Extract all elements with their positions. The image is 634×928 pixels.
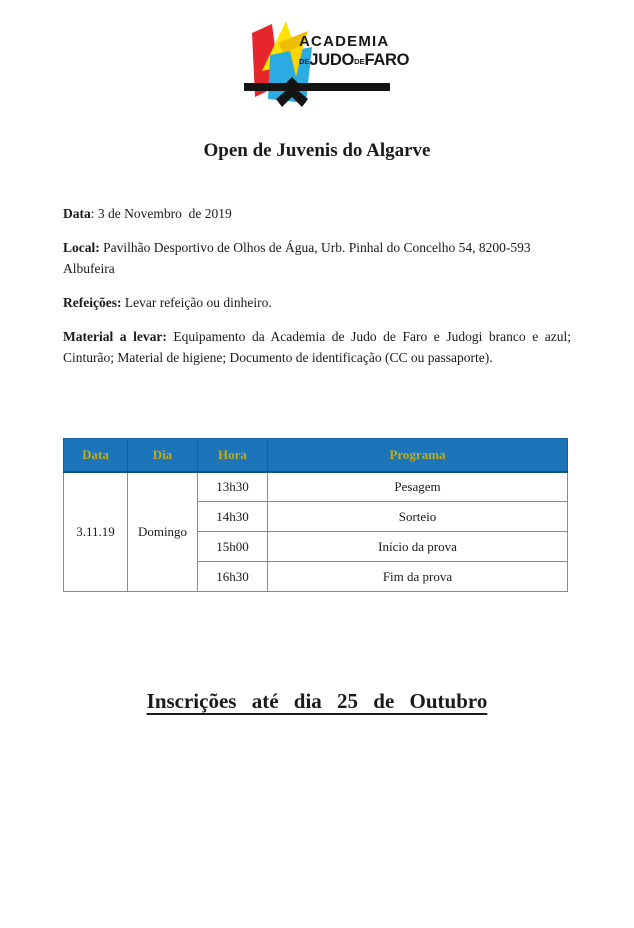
label-material: Material a levar: <box>63 329 167 344</box>
cell-programa: Início da prova <box>268 532 568 562</box>
cell-date: 3.11.19 <box>64 472 128 592</box>
cell-day: Domingo <box>128 472 198 592</box>
label-data: Data <box>63 206 91 221</box>
cell-hora: 14h30 <box>198 502 268 532</box>
logo-academia-judo-faro <box>242 21 410 113</box>
cell-programa: Pesagem <box>268 472 568 502</box>
cell-programa: Sorteio <box>268 502 568 532</box>
logo-text-judo-de-faro <box>299 51 410 69</box>
cell-programa: Fim da prova <box>268 562 568 592</box>
schedule-table <box>63 438 568 592</box>
belt-bar-icon <box>244 83 390 91</box>
text-refeicoes: Levar refeição ou dinheiro. <box>121 295 272 310</box>
cell-hora: 15h00 <box>198 532 268 562</box>
header-programa: Programa <box>268 439 568 472</box>
header-data: Data <box>64 439 128 472</box>
logo-text <box>299 33 410 69</box>
paragraph-local <box>63 237 571 279</box>
page-title: Open de Juvenis do Algarve <box>203 140 431 161</box>
cell-hora: 13h30 <box>198 472 268 502</box>
flyer-page <box>0 21 634 928</box>
text-data: : 3 de Novembro de 2019 <box>90 206 232 221</box>
text-material: Equipamento da Academia de Judo de Faro e Judogi branco e azul; Cinturão; Material de higiene; Documento de identificação (CC ou passaporte). <box>63 329 575 365</box>
paragraph-material <box>63 326 575 368</box>
table-row <box>64 472 568 502</box>
logo-text-judo: JUDO <box>309 51 355 69</box>
document-body <box>63 203 575 592</box>
paragraph-data <box>63 203 571 224</box>
logo-text-faro: FARO <box>364 51 410 69</box>
cell-hora: 16h30 <box>198 562 268 592</box>
text-local: Pavilhão Desportivo de Olhos de Água, Urb. Pinhal do Concelho 54, 8200-593 Albufeira <box>63 240 534 276</box>
paragraph-refeicoes <box>63 292 571 313</box>
table-header-row <box>64 439 568 472</box>
logo-text-academia: ACADEMIA <box>299 33 390 50</box>
inscriptions-deadline-heading: Inscrições até dia 25 de Outubro <box>146 689 488 713</box>
logo-text-de1: DE <box>299 57 310 66</box>
label-refeicoes: Refeições: <box>63 295 122 310</box>
header-dia: Dia <box>128 439 198 472</box>
logo-text-de2: DE <box>354 57 365 66</box>
header-hora: Hora <box>198 439 268 472</box>
label-local: Local: <box>63 240 100 255</box>
